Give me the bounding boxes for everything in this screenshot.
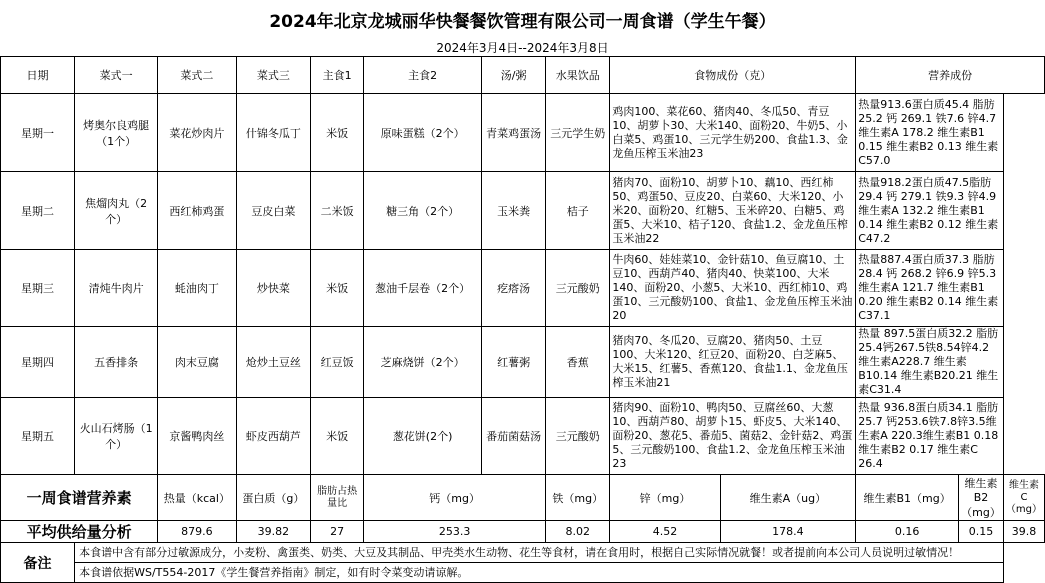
table-row <box>1 327 1045 398</box>
summary-value: 39.82 <box>236 521 311 543</box>
cell-nutrition: 热量 897.5蛋白质32.2 脂肪25.4钙267.5铁8.54锌4.2 维生素A228.7 维生素B10.14 维生素B20.21 维生素C31.4 <box>856 327 1004 398</box>
cell-dish2: 菜花炒肉片 <box>158 94 236 172</box>
date-range: 2024年3月4日--2024年3月8日 <box>0 38 1045 57</box>
summary-header: 钙（mg） <box>364 475 546 521</box>
cell-day: 星期四 <box>1 327 75 398</box>
summary-value: 0.15 <box>959 521 1004 543</box>
cell-nutrition: 热量 936.8蛋白质34.1 脂肪25.7 钙253.6铁7.8锌3.5维生素A 220.3维生素B1 0.18维生素B2 0.17 维生素C 26.4 <box>856 398 1004 475</box>
summary-label-1: 一周食谱营养素 <box>1 475 158 521</box>
summary-value: 27 <box>311 521 364 543</box>
cell-staple1: 米饭 <box>311 398 364 475</box>
summary-header: 维生素B2（mg） <box>959 475 1004 521</box>
cell-dish3: 炝炒土豆丝 <box>236 327 311 398</box>
cell-ingredients: 牛肉60、娃娃菜10、金针菇10、鱼豆腐10、土豆10、西葫芦40、猪肉40、快菜100、大米140、面粉20、小葱5、大米10、西红柿10、鸡蛋10、三元酸奶100、食盐1、金龙鱼压榨玉米油20 <box>610 250 856 327</box>
cell-dish1: 五香排条 <box>75 327 158 398</box>
cell-soup: 疙瘩汤 <box>482 250 546 327</box>
cell-soup: 玉米粪 <box>482 172 546 250</box>
cell-staple1: 米饭 <box>311 94 364 172</box>
cell-staple2: 葱花饼(2个) <box>364 398 482 475</box>
summary-value: 879.6 <box>158 521 236 543</box>
cell-staple2: 芝麻烧饼（2个） <box>364 327 482 398</box>
summary-value: 253.3 <box>364 521 546 543</box>
cell-staple2: 原味蛋糕（2个） <box>364 94 482 172</box>
summary-header: 铁（mg） <box>546 475 610 521</box>
cell-day: 星期二 <box>1 172 75 250</box>
header-row <box>1 57 1045 94</box>
menu-table <box>0 56 1045 583</box>
cell-ingredients: 猪肉90、面粉10、鸭肉50、豆腐丝60、大葱10、西葫芦80、胡萝卜15、虾皮5、大米140、面粉20、葱花5、番茄5、菌菇2、金针菇2、鸡蛋5、三元酸奶100、食盐1.2、金龙鱼压榨玉米油23 <box>610 398 856 475</box>
column-header: 水果饮品 <box>546 57 610 94</box>
summary-value: 4.52 <box>610 521 720 543</box>
cell-dish2: 蚝油肉丁 <box>158 250 236 327</box>
table-row <box>1 172 1045 250</box>
table-row <box>1 250 1045 327</box>
summary-header: 脂肪占热量比 <box>311 475 364 521</box>
summary-value: 39.8 <box>1003 521 1044 543</box>
cell-fruit: 三元学生奶 <box>546 94 610 172</box>
column-header: 日期 <box>1 57 75 94</box>
summary-label-2: 平均供给量分析 <box>1 521 158 543</box>
cell-staple1: 二米饭 <box>311 172 364 250</box>
cell-ingredients: 猪肉70、冬瓜20、豆腐20、猪肉50、土豆100、大米120、红豆20、面粉20、白芝麻5、大米15、红薯5、香蕉120、食盐1.1、金龙鱼压榨玉米油21 <box>610 327 856 398</box>
summary-value: 0.16 <box>856 521 959 543</box>
cell-soup: 青菜鸡蛋汤 <box>482 94 546 172</box>
cell-dish2: 京酱鸭肉丝 <box>158 398 236 475</box>
cell-dish1: 火山石烤肠（1个） <box>75 398 158 475</box>
cell-dish2: 西红柿鸡蛋 <box>158 172 236 250</box>
cell-ingredients: 猪肉70、面粉10、胡萝卜10、藕10、西红柿50、鸡蛋50、豆皮20、白菜60、大米120、小米20、面粉20、红糖5、玉米碎20、白糖5、鸡蛋5、大米10、桔子120、食盐1.2、金龙鱼压榨玉米油22 <box>610 172 856 250</box>
column-header: 营养成份 <box>856 57 1045 94</box>
notes-line-2: 本食谱依据WS/T554-2017《学生餐营养指南》制定，如有时令菜变动请谅解。 <box>75 563 1004 583</box>
column-header: 菜式一 <box>75 57 158 94</box>
cell-soup: 番茄菌菇汤 <box>482 398 546 475</box>
cell-dish3: 什锦冬瓜丁 <box>236 94 311 172</box>
notes-label: 备注 <box>1 543 75 583</box>
cell-nutrition: 热量913.6蛋白质45.4 脂肪25.2 钙 269.1 铁7.6 锌4.7 维生素A 178.2 维生素B1 0.15 维生素B2 0.13 维生素C57.0 <box>856 94 1004 172</box>
page-title: 2024年北京龙城丽华快餐餐饮管理有限公司一周食谱（学生午餐） <box>269 11 776 32</box>
cell-staple1: 红豆饭 <box>311 327 364 398</box>
summary-header: 维生素A（ug） <box>720 475 856 521</box>
cell-dish3: 豆皮白菜 <box>236 172 311 250</box>
summary-value: 8.02 <box>546 521 610 543</box>
cell-day: 星期五 <box>1 398 75 475</box>
cell-fruit: 三元酸奶 <box>546 398 610 475</box>
cell-dish3: 炒快菜 <box>236 250 311 327</box>
cell-day: 星期一 <box>1 94 75 172</box>
cell-nutrition: 热量918.2蛋白质47.5脂肪29.4 钙 279.1 铁9.3 锌4.9 维生素A 132.2 维生素B1 0.14 维生素B2 0.12 维生素C47.2 <box>856 172 1004 250</box>
summary-header: 蛋白质（g） <box>236 475 311 521</box>
cell-dish1: 焦熘肉丸（2个） <box>75 172 158 250</box>
cell-fruit: 香蕉 <box>546 327 610 398</box>
cell-nutrition: 热量887.4蛋白质37.3 脂肪28.4 钙 268.2 锌6.9 锌5.3 维生素A 121.7 维生素B1 0.20 维生素B2 0.14 维生素C37.1 <box>856 250 1004 327</box>
cell-dish2: 肉末豆腐 <box>158 327 236 398</box>
summary-header: 锌（mg） <box>610 475 720 521</box>
column-header: 菜式二 <box>158 57 236 94</box>
notes-row <box>1 563 1045 583</box>
cell-fruit: 三元酸奶 <box>546 250 610 327</box>
cell-staple2: 葱油千层卷（2个） <box>364 250 482 327</box>
cell-staple2: 糖三角（2个） <box>364 172 482 250</box>
cell-fruit: 桔子 <box>546 172 610 250</box>
summary-header-row <box>1 475 1045 521</box>
cell-dish1: 烤奥尔良鸡腿（1个） <box>75 94 158 172</box>
summary-header: 维生素C（mg） <box>1003 475 1044 521</box>
table-row <box>1 94 1045 172</box>
cell-dish3: 虾皮西葫芦 <box>236 398 311 475</box>
column-header: 汤/粥 <box>482 57 546 94</box>
notes-line-1: 本食谱中含有部分过敏源成分，小麦粉、禽蛋类、奶类、大豆及其制品、甲壳类水生动物、花生等食材，请在食用时，根据自己实际情况就餐！或者提前向本公司人员说明过敏情况！ <box>75 543 1004 563</box>
column-header: 主食1 <box>311 57 364 94</box>
summary-header: 热量（kcal） <box>158 475 236 521</box>
cell-dish1: 清炖牛肉片 <box>75 250 158 327</box>
summary-value-row <box>1 521 1045 543</box>
table-row <box>1 398 1045 475</box>
summary-header: 维生素B1（mg） <box>856 475 959 521</box>
cell-ingredients: 鸡肉100、菜花60、猪肉40、冬瓜50、青豆10、胡萝卜30、大米140、面粉20、牛奶5、小白菜5、鸡蛋10、三元学生奶200、食盐1.3、金龙鱼压榨玉米油23 <box>610 94 856 172</box>
column-header: 菜式三 <box>236 57 311 94</box>
cell-staple1: 米饭 <box>311 250 364 327</box>
summary-value: 178.4 <box>720 521 856 543</box>
cell-day: 星期三 <box>1 250 75 327</box>
column-header: 食物成份（克） <box>610 57 856 94</box>
cell-soup: 红薯粥 <box>482 327 546 398</box>
notes-row <box>1 543 1045 563</box>
column-header: 主食2 <box>364 57 482 94</box>
